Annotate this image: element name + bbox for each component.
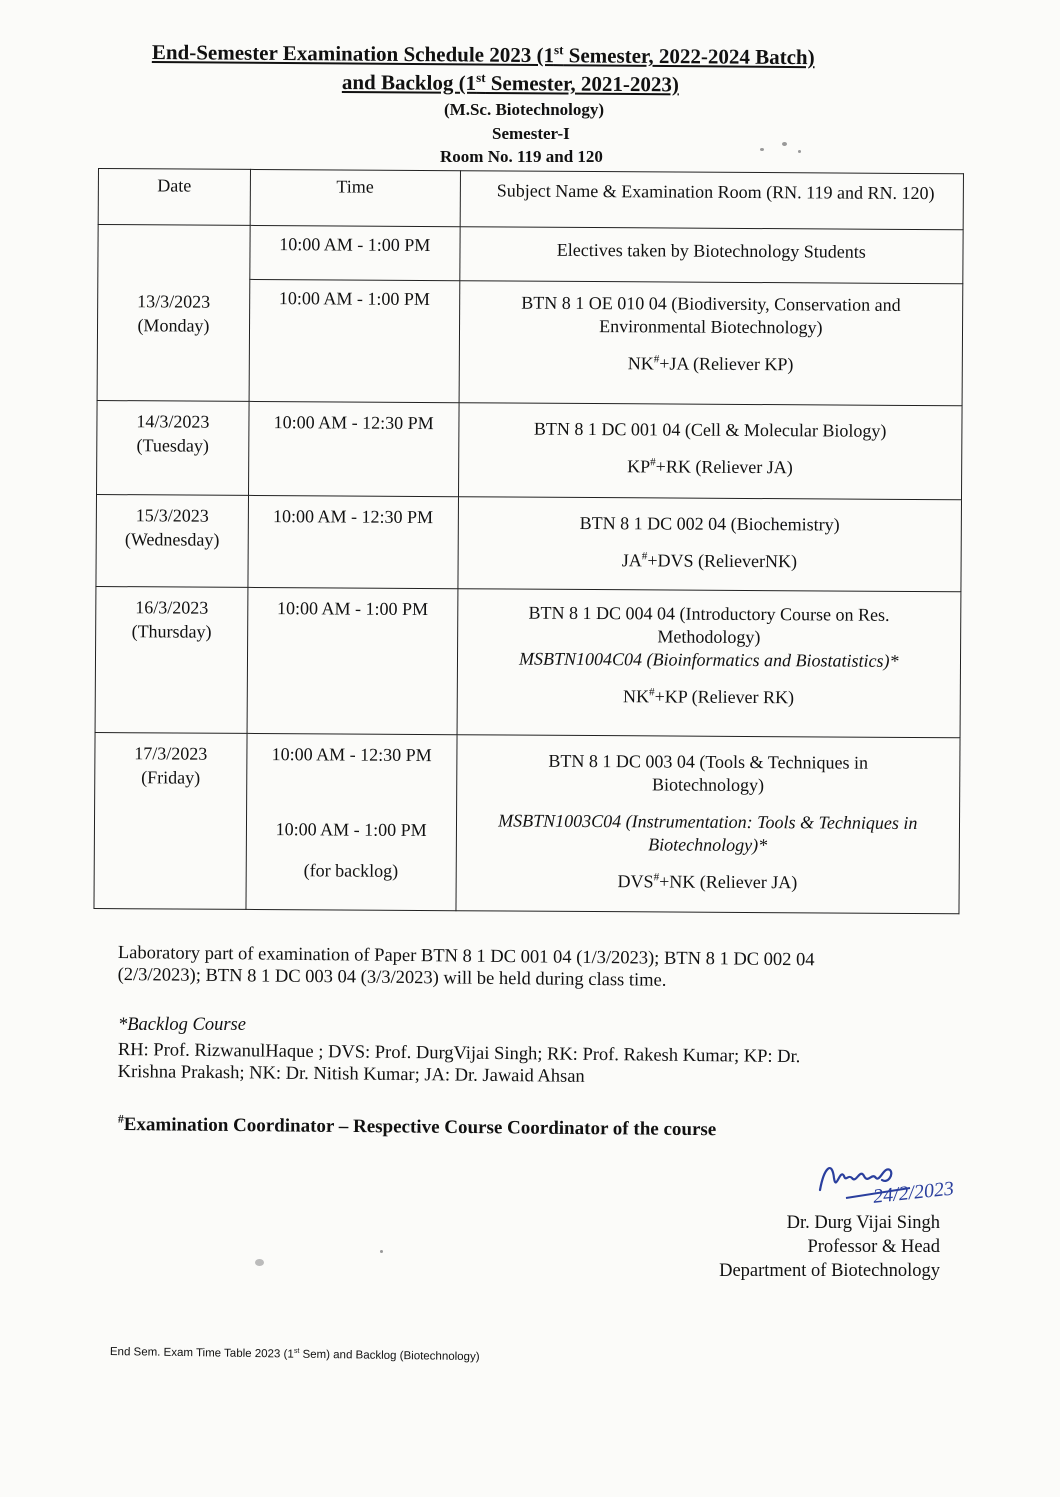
backlog-time-text: 10:00 AM - 1:00 PM [275, 819, 427, 841]
backlog-label: *Backlog Course [118, 1015, 246, 1035]
scan-speck [380, 1250, 383, 1253]
table-row [97, 400, 963, 499]
subject-text: BTN 8 1 DC 001 04 (Cell & Molecular Biology) [533, 418, 887, 441]
date-cell [94, 732, 247, 909]
invig-a: NK [622, 686, 650, 707]
invigilator-text [487, 684, 930, 710]
table-row [98, 225, 963, 284]
title-text-b: Semester, 2022-2024 Batch) [563, 43, 815, 70]
abbreviations-line-2: Krishna Prakash; NK: Dr. Nitish Kumar; JA: Dr. Jawaid Ahsan [117, 1061, 585, 1087]
coordinator-note [118, 1114, 717, 1141]
program-name: (M.Sc. Biotechnology) [444, 100, 605, 119]
invig-b: +KP (Reliever RK) [654, 686, 795, 708]
signatory-block [686, 1211, 940, 1283]
invig-a: DVS [617, 871, 654, 892]
page-footer [110, 1346, 480, 1363]
coordinator-text: Examination Coordinator – Respective Course Coordinator of the course [123, 1114, 717, 1141]
subject-text: BTN 8 1 OE 010 04 (Biodiversity, Conservation and Environmental Biotechnology) [521, 292, 901, 338]
time-text: 10:00 AM - 12:30 PM [271, 744, 432, 766]
subject-cell [456, 735, 960, 914]
subject-cell [457, 589, 961, 738]
date-cell [97, 225, 250, 402]
time-cell [248, 401, 458, 496]
backlog-subject-text: MSBTN1003C04 (Instrumentation: Tools & Techniques in Biotechnology)* [498, 810, 918, 856]
subject-text: BTN 8 1 DC 003 04 (Tools & Techniques in Biotechnology) [548, 750, 869, 796]
title-line-2 [342, 70, 679, 97]
semester-label: Semester-I [492, 124, 570, 143]
subject-text: BTN 8 1 DC 004 04 (Introductory Course on Res. Methodology) [528, 602, 890, 648]
scan-speck [798, 150, 801, 153]
subject-text: Electives taken by Biotechnology Students [556, 239, 866, 262]
table-row [96, 494, 962, 591]
time-text: 10:00 AM - 1:00 PM [278, 288, 431, 310]
header-subject-text: Subject Name & Examination Room (RN. 119 and RN. 120) [496, 180, 935, 204]
title2-text-a: and Backlog (1 [341, 70, 477, 95]
abbreviations [118, 1039, 801, 1090]
header-time-text: Time [336, 176, 374, 197]
invig-b: +JA (Reliever KP) [659, 353, 794, 375]
footer-text-b: Sem) and Backlog (Biotechnology) [299, 1348, 480, 1364]
lab-note-line-2: (2/3/2023); BTN 8 1 DC 003 04 (3/3/2023) will be held during class time. [117, 964, 667, 991]
table-row [95, 586, 961, 737]
time-cell [246, 733, 457, 910]
invig-sup: # [650, 456, 656, 469]
time-text: 10:00 AM - 1:00 PM [279, 234, 431, 256]
date-text: 13/3/2023 [137, 290, 211, 312]
date-text: 15/3/2023 [135, 505, 209, 526]
subject-cell [459, 281, 963, 406]
date-cell [96, 494, 248, 587]
invig-a: NK [627, 353, 654, 374]
date-text: 14/3/2023 [136, 411, 210, 432]
invig-b: +RK (Reliever JA) [655, 456, 793, 478]
invig-sup: # [649, 686, 655, 699]
invig-a: KP [627, 456, 651, 477]
backlog-subject-text: MSBTN1004C04 (Bioinformatics and Biostatistics)* [518, 648, 899, 671]
title-line-1 [152, 40, 815, 70]
time-text: 10:00 AM - 12:30 PM [273, 506, 434, 528]
lab-note [118, 942, 815, 993]
invigilator-text [473, 351, 948, 377]
invig-sup: # [641, 550, 648, 563]
signatory-name: Dr. Durg Vijai Singh [786, 1213, 940, 1233]
signatory-designation: Professor & Head [807, 1237, 940, 1257]
invigilator-text [458, 548, 961, 574]
time-cell [247, 587, 458, 734]
scan-speck [255, 1259, 264, 1266]
invig-a: JA [621, 550, 642, 571]
signatory-department: Department of Biotechnology [719, 1261, 940, 1281]
date-text: 16/3/2023 [135, 597, 209, 618]
day-text: (Tuesday) [136, 435, 209, 456]
subject-cell [458, 497, 962, 592]
footer-sup: st [293, 1346, 300, 1355]
header-time [250, 169, 460, 226]
invig-sup: # [653, 871, 660, 884]
room-label: Room No. 119 and 120 [440, 147, 603, 166]
day-text: (Friday) [141, 767, 201, 788]
schedule-table [93, 168, 964, 914]
time-text: 10:00 AM - 12:30 PM [273, 412, 434, 434]
title2-text-b: Semester, 2021-2023) [485, 71, 680, 97]
date-text: 17/3/2023 [134, 743, 208, 764]
abbreviations-line-1: RH: Prof. RizwanulHaque ; DVS: Prof. DurgVijai Singh; RK: Prof. Rakesh Kumar; KP: Dr. [117, 1040, 801, 1068]
time-cell [249, 279, 459, 402]
subject-cell [458, 403, 962, 500]
time-cell [248, 495, 458, 588]
backlog-note-text: (for backlog) [303, 860, 399, 881]
subject-cell [459, 227, 963, 284]
invig-sup: # [653, 353, 660, 366]
day-text: (Wednesday) [124, 529, 220, 550]
invig-b: +DVS (RelieverNK) [647, 550, 798, 572]
handwritten-date: 24/2/2023 [872, 1177, 955, 1208]
header-date [98, 169, 250, 226]
time-text: 10:00 AM - 1:00 PM [276, 598, 429, 620]
title-text-a: End-Semester Examination Schedule 2023 (1 [151, 40, 555, 68]
subject-text: BTN 8 1 DC 002 04 (Biochemistry) [579, 512, 840, 535]
title-sup: st [554, 42, 564, 58]
scan-speck [760, 148, 764, 151]
scan-speck [782, 142, 787, 146]
footer-text-a: End Sem. Exam Time Table 2023 (1 [109, 1346, 294, 1361]
header-date-text: Date [157, 175, 192, 196]
invigilator-text [459, 454, 962, 480]
table-row [94, 732, 960, 913]
time-cell [250, 225, 460, 280]
invigilator-text [496, 869, 919, 895]
date-cell [95, 586, 248, 733]
coordinator-sup: # [117, 1112, 124, 1126]
day-text: (Thursday) [131, 621, 212, 642]
invig-b: +NK (Reliever JA) [659, 871, 798, 893]
lab-note-line-1: Laboratory part of examination of Paper BTN 8 1 DC 001 04 (1/3/2023); BTN 8 1 DC 002 04 [117, 942, 815, 971]
date-cell [97, 400, 249, 495]
title2-sup: st [476, 69, 486, 86]
header-subject [460, 171, 964, 230]
day-text: (Monday) [137, 314, 210, 336]
table-header-row [98, 169, 963, 230]
